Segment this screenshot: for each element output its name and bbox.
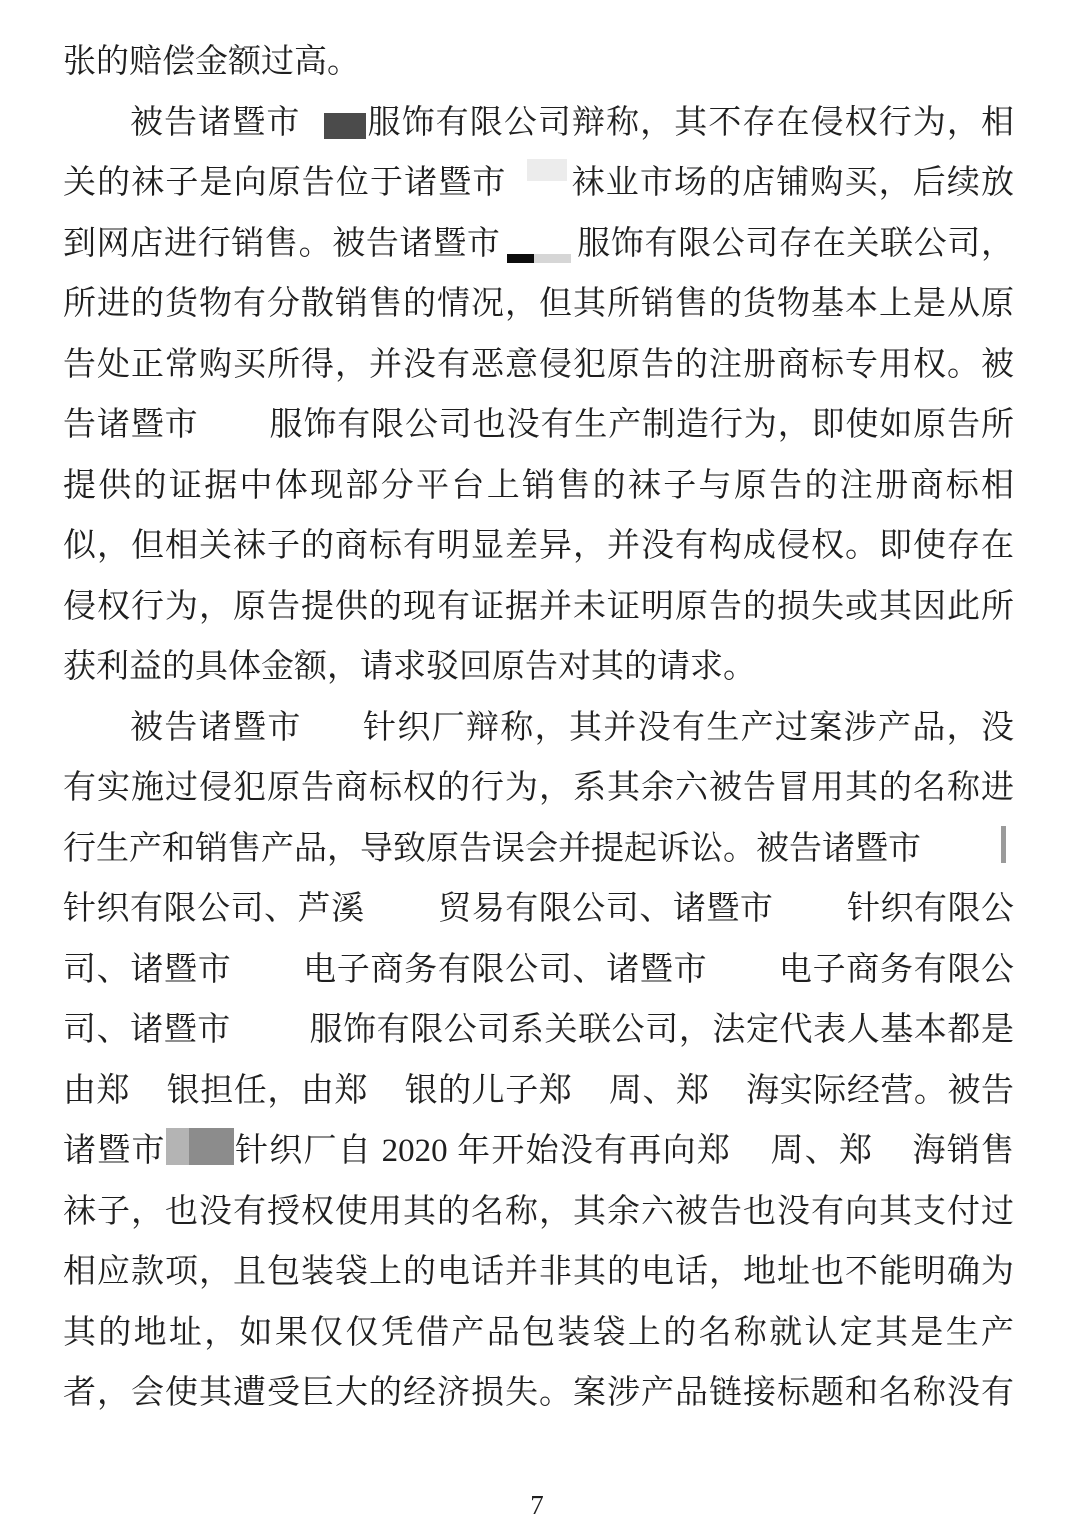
text-line: [63, 395, 1014, 456]
text-line: [63, 940, 1014, 1001]
text-line: [63, 32, 1014, 93]
text-run: 所进的货物有分散销售的情况，但其所销售的货物基本上是从原: [63, 286, 1014, 322]
text-run: 针织厂辩称，其并没有生产过案涉产品，没: [361, 709, 1015, 746]
text-run: 针织有限公司、芦溪: [63, 891, 365, 927]
redacted-gap: [231, 979, 302, 980]
text-run: 服饰有限公司存在关联公司，: [576, 225, 1015, 262]
text-run: 有实施过侵犯原告商标权的行为，系其余六被告冒用其的名称进: [63, 770, 1014, 806]
redacted-gap: [707, 979, 778, 980]
redacted-gap: [773, 918, 846, 919]
text-line: [63, 214, 1014, 275]
text-line: [63, 819, 1014, 880]
text-line: [63, 1363, 1014, 1424]
text-run: 海销售: [911, 1133, 1015, 1169]
text-line: [63, 1242, 1014, 1303]
text-run: 电子商务有限公司、诸暨市: [302, 951, 708, 988]
text-run: 针织厂自 2020 年开始没有再向郑: [233, 1133, 732, 1169]
redacted-gap: [365, 918, 438, 919]
redaction-box: [534, 254, 571, 263]
text-run: 服饰有限公司辩称，其不存在侵权行为，相: [366, 104, 1015, 141]
text-line: [63, 1000, 1014, 1061]
redacted-gap: [507, 192, 527, 193]
text-run: 者，会使其遭受巨大的经济损失。案涉产品链接标题和名称没有: [63, 1375, 1014, 1411]
page-number: 7: [530, 1490, 544, 1520]
text-run: 电子商务有限公: [778, 951, 1015, 988]
redaction-box: [527, 159, 567, 181]
text-line: [63, 1182, 1014, 1243]
text-line: [63, 758, 1014, 819]
text-line: [63, 1061, 1014, 1122]
text-run: 服饰有限公司也没有生产制造行为，即使如原告所: [268, 407, 1015, 443]
text-line: [63, 93, 1014, 154]
text-run: 诸暨市: [63, 1133, 166, 1169]
text-run: 周、郑: [769, 1133, 874, 1169]
text-run: 由郑: [63, 1072, 131, 1109]
text-run: 司、诸暨市: [63, 1012, 231, 1048]
text-run: 获利益的具体金额，请求驳回原告对其的请求。: [63, 649, 756, 685]
redacted-gap: [572, 1100, 608, 1101]
redaction-box: [324, 113, 366, 139]
text-run: 针织有限公: [846, 891, 1015, 927]
text-run: 张的赔偿金额过高。: [63, 44, 360, 80]
text-run: 被告诸暨市: [130, 104, 301, 141]
redacted-gap: [199, 434, 269, 435]
text-line: [63, 1121, 1014, 1182]
redacted-gap: [710, 1100, 746, 1101]
text-line: [63, 698, 1014, 759]
text-line: [63, 456, 1014, 517]
redacted-gap: [921, 858, 1001, 859]
text-run: 侵权行为，原告提供的现有证据并未证明原告的损失或其因此所: [63, 588, 1014, 625]
text-run: 提供的证据中体现部分平台上销售的袜子与原告的注册商标相: [63, 467, 1014, 504]
redaction-box: [189, 1128, 234, 1165]
redacted-gap: [873, 1160, 911, 1161]
text-run: 被告诸暨市: [130, 709, 302, 746]
redacted-gap: [130, 1100, 166, 1101]
text-run: 周、郑: [608, 1072, 710, 1109]
text-run: 海实际经营。被告: [745, 1072, 1015, 1109]
redacted-gap: [731, 1160, 769, 1161]
text-run: 到网店进行销售。被告诸暨市: [63, 225, 501, 262]
text-run: 银担任，由郑: [166, 1072, 369, 1109]
text-run: 袜业市场的店铺购买，后续放: [570, 165, 1015, 201]
text-run: 贸易有限公司、诸暨市: [437, 891, 774, 927]
redaction-box: [507, 254, 534, 263]
text-line: [63, 637, 1014, 698]
text-run: 关的袜子是向原告位于诸暨市: [63, 165, 507, 201]
text-line: [63, 577, 1014, 638]
document-body: [63, 32, 1014, 1424]
redacted-gap: [231, 1039, 309, 1040]
text-line: [63, 335, 1014, 396]
text-run: 袜子，也没有授权使用其的名称，其余六被告也没有向其支付过: [63, 1193, 1014, 1230]
text-line: [63, 153, 1014, 214]
text-run: 告诸暨市: [63, 407, 199, 443]
redacted-gap: [300, 132, 324, 133]
redaction-bar: [1001, 826, 1006, 863]
text-run: 银的儿子郑: [404, 1072, 573, 1109]
redaction-box: [166, 1128, 189, 1165]
text-run: 相应款项，且包装袋上的电话并非其的电话，地址也不能明确为: [63, 1254, 1014, 1290]
text-run: 其的地址，如果仅仅凭借产品包装袋上的名称就认定其是生产: [63, 1314, 1014, 1351]
text-line: [63, 516, 1014, 577]
text-line: [63, 274, 1014, 335]
text-run: 司、诸暨市: [63, 951, 232, 988]
redacted-gap: [302, 737, 362, 738]
text-run: 似，但相关袜子的商标有明显差异，并没有构成侵权。即使存在: [63, 528, 1014, 564]
text-run: 行生产和销售产品，导致原告误会并提起诉讼。被告诸暨市: [63, 830, 921, 867]
text-line: [63, 879, 1014, 940]
text-line: [63, 1303, 1014, 1364]
redacted-gap: [368, 1100, 404, 1101]
text-run: 服饰有限公司系关联公司，法定代表人基本都是: [308, 1012, 1015, 1048]
text-run: 告处正常购买所得，并没有恶意侵犯原告的注册商标专用权。被: [63, 346, 1014, 383]
